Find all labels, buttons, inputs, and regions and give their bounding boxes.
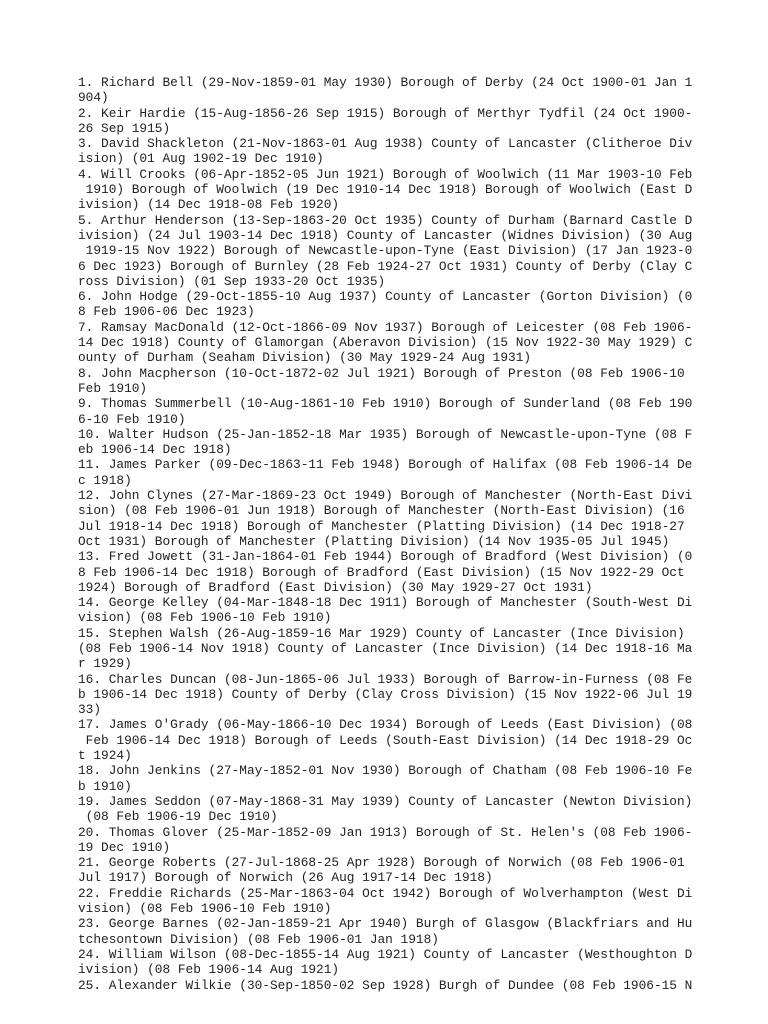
text-line: tchesontown Division) (08 Feb 1906-01 Jan 1918) [78, 931, 439, 947]
text-line: ounty of Durham (Seaham Division) (30 May 1929-24 Aug 1931) [78, 350, 532, 366]
text-line: 14 Dec 1918) County of Glamorgan (Aberavon Division) (15 Nov 1922-30 May 1929) C [78, 335, 693, 351]
text-line: 22. Freddie Richards (25-Mar-1863-04 Oct 1942) Borough of Wolverhampton (West Di [78, 885, 693, 901]
text-line: t 1924) [78, 748, 132, 764]
text-line: 15. Stephen Walsh (26-Aug-1859-16 Mar 1929) County of Lancaster (Ince Division) [78, 625, 685, 641]
text-line: 9. Thomas Summerbell (10-Aug-1861-10 Feb 1910) Borough of Sunderland (08 Feb 190 [78, 396, 693, 412]
text-line: 10. Walter Hudson (25-Jan-1852-18 Mar 1935) Borough of Newcastle-upon-Tyne (08 F [78, 426, 693, 442]
text-line: 7. Ramsay MacDonald (12-Oct-1866-09 Nov 1937) Borough of Leicester (08 Feb 1906- [78, 319, 693, 335]
text-line: vision) (08 Feb 1906-10 Feb 1910) [78, 901, 332, 917]
text-line: 3. David Shackleton (21-Nov-1863-01 Aug 1938) County of Lancaster (Clitheroe Div [78, 136, 693, 152]
text-line: b 1906-14 Dec 1918) County of Derby (Clay Cross Division) (15 Nov 1922-06 Jul 19 [78, 686, 693, 702]
text-line: 25. Alexander Wilkie (30-Sep-1850-02 Sep 1928) Burgh of Dundee (08 Feb 1906-15 N [78, 977, 693, 993]
text-line: 26 Sep 1915) [78, 120, 171, 136]
text-line: Feb 1910) [78, 380, 148, 396]
text-line: 2. Keir Hardie (15-Aug-1856-26 Sep 1915) Borough of Merthyr Tydfil (24 Oct 1900- [78, 105, 693, 121]
text-line: 6 Dec 1923) Borough of Burnley (28 Feb 1924-27 Oct 1931) County of Derby (Clay C [78, 258, 693, 274]
text-line: 13. Fred Jowett (31-Jan-1864-01 Feb 1944) Borough of Bradford (West Division) (0 [78, 549, 693, 565]
text-line: Feb 1906-14 Dec 1918) Borough of Leeds (South-East Division) (14 Dec 1918-29 Oc [78, 732, 693, 748]
text-line: 19. James Seddon (07-May-1868-31 May 1939) County of Lancaster (Newton Division) [78, 793, 693, 809]
text-line: 12. John Clynes (27-Mar-1869-23 Oct 1949) Borough of Manchester (North-East Divi [78, 488, 693, 504]
text-line: 21. George Roberts (27-Jul-1868-25 Apr 1928) Borough of Norwich (08 Feb 1906-01 [78, 855, 685, 871]
text-line: 904) [78, 90, 109, 106]
text-line: 16. Charles Duncan (08-Jun-1865-06 Jul 1933) Borough of Barrow-in-Furness (08 Fe [78, 671, 693, 687]
text-line: Jul 1918-14 Dec 1918) Borough of Manchester (Platting Division) (14 Dec 1918-27 [78, 518, 685, 534]
text-line: 14. George Kelley (04-Mar-1848-18 Dec 1911) Borough of Manchester (South-West Di [78, 595, 693, 611]
text-line: ivision) (08 Feb 1906-14 Aug 1921) [78, 962, 340, 978]
text-line: 6. John Hodge (29-Oct-1855-10 Aug 1937) County of Lancaster (Gorton Division) (0 [78, 289, 693, 305]
text-line: 24. William Wilson (08-Dec-1855-14 Aug 1921) County of Lancaster (Westhoughton D [78, 946, 693, 962]
document-text [78, 75, 692, 993]
text-line: Jul 1917) Borough of Norwich (26 Aug 1917-14 Dec 1918) [78, 870, 493, 886]
text-line: 33) [78, 702, 102, 718]
text-line: 17. James O'Grady (06-May-1866-10 Dec 1934) Borough of Leeds (East Division) (08 [78, 717, 693, 733]
text-line: 8 Feb 1906-14 Dec 1918) Borough of Bradford (East Division) (15 Nov 1922-29 Oct [78, 564, 685, 580]
text-line: 1919-15 Nov 1922) Borough of Newcastle-upon-Tyne (East Division) (17 Jan 1923-0 [78, 243, 693, 259]
text-line: 23. George Barnes (02-Jan-1859-21 Apr 1940) Burgh of Glasgow (Blackfriars and Hu [78, 916, 693, 932]
text-line: 8. John Macpherson (10-Oct-1872-02 Jul 1921) Borough of Preston (08 Feb 1906-10 [78, 365, 685, 381]
text-line: 19 Dec 1910) [78, 839, 171, 855]
text-line: ivision) (14 Dec 1918-08 Feb 1920) [78, 197, 340, 213]
text-line: 4. Will Crooks (06-Apr-1852-05 Jun 1921) Borough of Woolwich (11 Mar 1903-10 Feb [78, 166, 693, 182]
text-line: 8 Feb 1906-06 Dec 1923) [78, 304, 255, 320]
text-line: 5. Arthur Henderson (13-Sep-1863-20 Oct 1935) County of Durham (Barnard Castle D [78, 212, 693, 228]
text-line: 1924) Borough of Bradford (East Division) (30 May 1929-27 Oct 1931) [78, 579, 593, 595]
text-line: 18. John Jenkins (27-May-1852-01 Nov 1930) Borough of Chatham (08 Feb 1906-10 Fe [78, 763, 693, 779]
text-line: (08 Feb 1906-14 Nov 1918) County of Lancaster (Ince Division) (14 Dec 1918-16 Ma [78, 640, 693, 656]
text-line: 1. Richard Bell (29-Nov-1859-01 May 1930) Borough of Derby (24 Oct 1900-01 Jan 1 [78, 75, 693, 90]
text-line: ross Division) (01 Sep 1933-20 Oct 1935) [78, 273, 386, 289]
text-line: ivision) (24 Jul 1903-14 Dec 1918) County of Lancaster (Widnes Division) (30 Aug [78, 227, 693, 243]
text-line: c 1918) [78, 472, 132, 488]
text-line: 20. Thomas Glover (25-Mar-1852-09 Jan 1913) Borough of St. Helen's (08 Feb 1906- [78, 824, 693, 840]
text-line: b 1910) [78, 778, 132, 794]
text-line: eb 1906-14 Dec 1918) [78, 442, 232, 458]
text-line: 6-10 Feb 1910) [78, 411, 186, 427]
text-line: vision) (08 Feb 1906-10 Feb 1910) [78, 610, 332, 626]
text-line: Oct 1931) Borough of Manchester (Platting Division) (14 Nov 1935-05 Jul 1945) [78, 533, 670, 549]
text-line: ision) (01 Aug 1902-19 Dec 1910) [78, 151, 324, 167]
text-line: 1910) Borough of Woolwich (19 Dec 1910-14 Dec 1918) Borough of Woolwich (East D [78, 182, 693, 198]
text-line: r 1929) [78, 656, 132, 672]
text-line: (08 Feb 1906-19 Dec 1910) [78, 809, 278, 825]
text-line: sion) (08 Feb 1906-01 Jun 1918) Borough of Manchester (North-East Division) (16 [78, 503, 685, 519]
text-line: 11. James Parker (09-Dec-1863-11 Feb 1948) Borough of Halifax (08 Feb 1906-14 De [78, 457, 693, 473]
